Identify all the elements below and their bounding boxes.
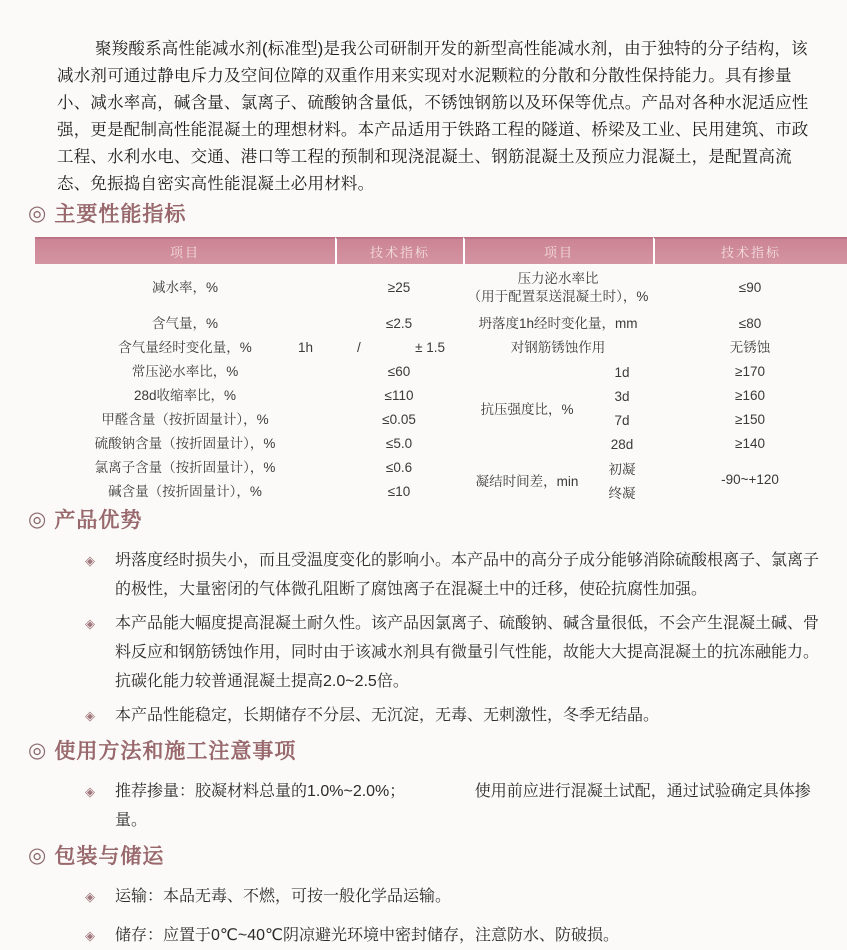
list-item: [85, 777, 829, 835]
bullseye-icon: ◎: [28, 843, 48, 867]
table-cell-value: ≥170: [735, 363, 765, 379]
table-cell-item: 氯离子含量（按折固量计），%: [94, 459, 276, 475]
table-cell-item: 碱含量（按折固量计），%: [108, 483, 262, 499]
diamond-bullet-icon: ◈: [85, 889, 95, 904]
table-cell-item: [35, 336, 335, 360]
diamond-bullet-icon: ◈: [85, 616, 95, 631]
table-cell-value: ≥150: [735, 411, 765, 427]
bullet-text: 本产品能大幅度提高混凝土耐久性。该产品因氯离子、硫酸钠、碱含量很低，不会产生混凝土碱、骨料反应和钢筋锈蚀作用，同时由于该减水剂具有微量引气性能，故能大大提高混凝土的抗冻融能力。抗碳化能力较普通混凝土提高2.0~2.5倍。: [115, 615, 820, 690]
table-cell-value: ≤60: [387, 363, 411, 379]
bullet-text: 运输：本品无毒、不燃，可按一般化学品运输。: [115, 888, 452, 905]
table-cell-item: 坍落度1h经时变化量，mm: [478, 315, 638, 331]
bullet-text: 本产品性能稳定，长期储存不分层、无沉淀，无毒、无刺激性，冬季无结晶。: [115, 707, 660, 724]
section-title-text: 包装与储运: [54, 845, 165, 868]
group-label: 凝结时间差，min: [475, 474, 579, 489]
age-label: 7d: [614, 412, 630, 428]
table-cell-value: [335, 336, 463, 360]
item-text: 含气量经时变化量，%: [118, 339, 252, 355]
dosage-text: 推荐掺量：胶凝材料总量的1.0%~2.0%；: [115, 783, 406, 800]
table-cell-item: 对钢筋锈蚀作用: [510, 339, 606, 355]
bullseye-icon: ◎: [28, 201, 48, 225]
performance-table: [35, 237, 847, 504]
table-cell-item: 甲醛含量（按折固量计），%: [101, 411, 269, 427]
item-time-label: 1h: [297, 339, 313, 355]
table-cell-value: ≤80: [738, 315, 762, 331]
age-label: 3d: [614, 388, 630, 404]
table-cell-value: ≤5.0: [385, 435, 413, 451]
table-cell-item: 28d收缩率比，%: [133, 387, 237, 403]
setting-time-group: [463, 456, 653, 504]
section-title-packaging: [28, 840, 847, 870]
bullseye-icon: ◎: [28, 507, 48, 531]
list-item: [85, 921, 829, 950]
table-cell-item: 减水率，%: [151, 279, 218, 295]
section-title-performance: [28, 198, 847, 228]
advantages-list: [85, 546, 829, 730]
strength-ratio-group: [463, 360, 653, 456]
list-item: [85, 882, 829, 911]
list-item: [85, 546, 829, 604]
bullseye-icon: ◎: [28, 738, 48, 762]
age-label: 28d: [610, 436, 634, 452]
age-label: 初凝: [608, 462, 636, 477]
section-title-usage: [28, 735, 847, 765]
usage-note-text: 使用前应进行混凝土试配，通过试验确定具体掺量。: [115, 783, 811, 829]
table-cell-value: ≥160: [735, 387, 765, 403]
diamond-bullet-icon: ◈: [85, 708, 95, 723]
diamond-bullet-icon: ◈: [85, 784, 95, 799]
bullet-text: 坍落度经时损失小，而且受温度变化的影响小。本产品中的高分子成分能够消除硫酸根离子、氯离子的极性，大量密闭的气体微孔阻断了腐蚀离子在混凝土中的迁移，使砼抗腐性加强。: [115, 552, 820, 598]
list-item: [85, 701, 829, 730]
item-line2: （用于配置泵送混凝土时），%: [467, 289, 649, 304]
table-cell-value: 无锈蚀: [729, 339, 771, 355]
section-title-text: 使用方法和施工注意事项: [54, 740, 297, 763]
table-header-item-left: 项目: [35, 237, 335, 264]
table-cell-value: ≥140: [735, 435, 765, 451]
table-cell-value: ≤0.05: [382, 411, 416, 427]
table-header-spec-right: 技术指标: [653, 237, 847, 264]
value-tolerance: ± 1.5: [415, 339, 445, 355]
age-subcolumn: [591, 360, 653, 456]
table-cell-value: ≥25: [387, 279, 411, 295]
table-cell-value: ≤0.6: [385, 459, 413, 475]
age-subcolumn: [591, 456, 653, 504]
table-header-spec-left: 技术指标: [335, 237, 463, 264]
bullet-text: [115, 777, 829, 835]
packaging-list: [85, 882, 829, 950]
table-cell-value: ≤110: [384, 387, 414, 403]
table-cell-value: -90~+120: [721, 471, 779, 487]
table-cell-item: 含气量，%: [151, 315, 218, 331]
diamond-bullet-icon: ◈: [85, 553, 95, 568]
item-line1: 压力泌水率比: [517, 270, 599, 286]
intro-paragraph: 聚羧酸系高性能减水剂(标准型)是我公司研制开发的新型高性能减水剂，由于独特的分子结构，该减水剂可通过静电斥力及空间位障的双重作用来实现对水泥颗粒的分散和分散性保持能力。具有掺量小、减水率高，碱含量、氯离子、硫酸钠含量低，不锈蚀钢筋以及环保等优点。产品对各种水泥适应性强，更是配制高性能混凝土的理想材料。本产品适用于铁路工程的隧道、桥梁及工业、民用建筑、市政工程、水利水电、交通、港口等工程的预制和现浇混凝土、钢筋混凝土及预应力混凝土，是配置高流态、免振捣自密实高性能混凝土必用材料。: [57, 40, 809, 193]
bullet-text: 储存：应置于0℃~40℃阴凉避光环境中密封储存，注意防水、防破损。: [115, 927, 619, 944]
table-cell-item: 常压泌水率比，%: [131, 363, 239, 379]
age-label: 终凝: [608, 486, 636, 501]
table-header-item-right: 项目: [463, 237, 653, 264]
age-label: 1d: [614, 364, 630, 380]
table-cell-item: 硫酸钠含量（按折固量计），%: [94, 435, 276, 451]
value-slash: /: [357, 339, 361, 355]
diamond-bullet-icon: ◈: [85, 928, 95, 943]
table-cell-item: [463, 264, 653, 312]
table-cell-value: ≤10: [387, 483, 411, 499]
table-cell-value: ≤2.5: [385, 315, 413, 331]
section-title-text: 主要性能指标: [54, 203, 187, 226]
list-item: [85, 609, 829, 696]
section-title-text: 产品优势: [54, 509, 143, 532]
table-cell-value: ≤90: [738, 279, 762, 295]
section-title-advantages: [28, 504, 847, 534]
usage-list: [85, 777, 829, 835]
group-label: 抗压强度比，%: [480, 402, 574, 417]
